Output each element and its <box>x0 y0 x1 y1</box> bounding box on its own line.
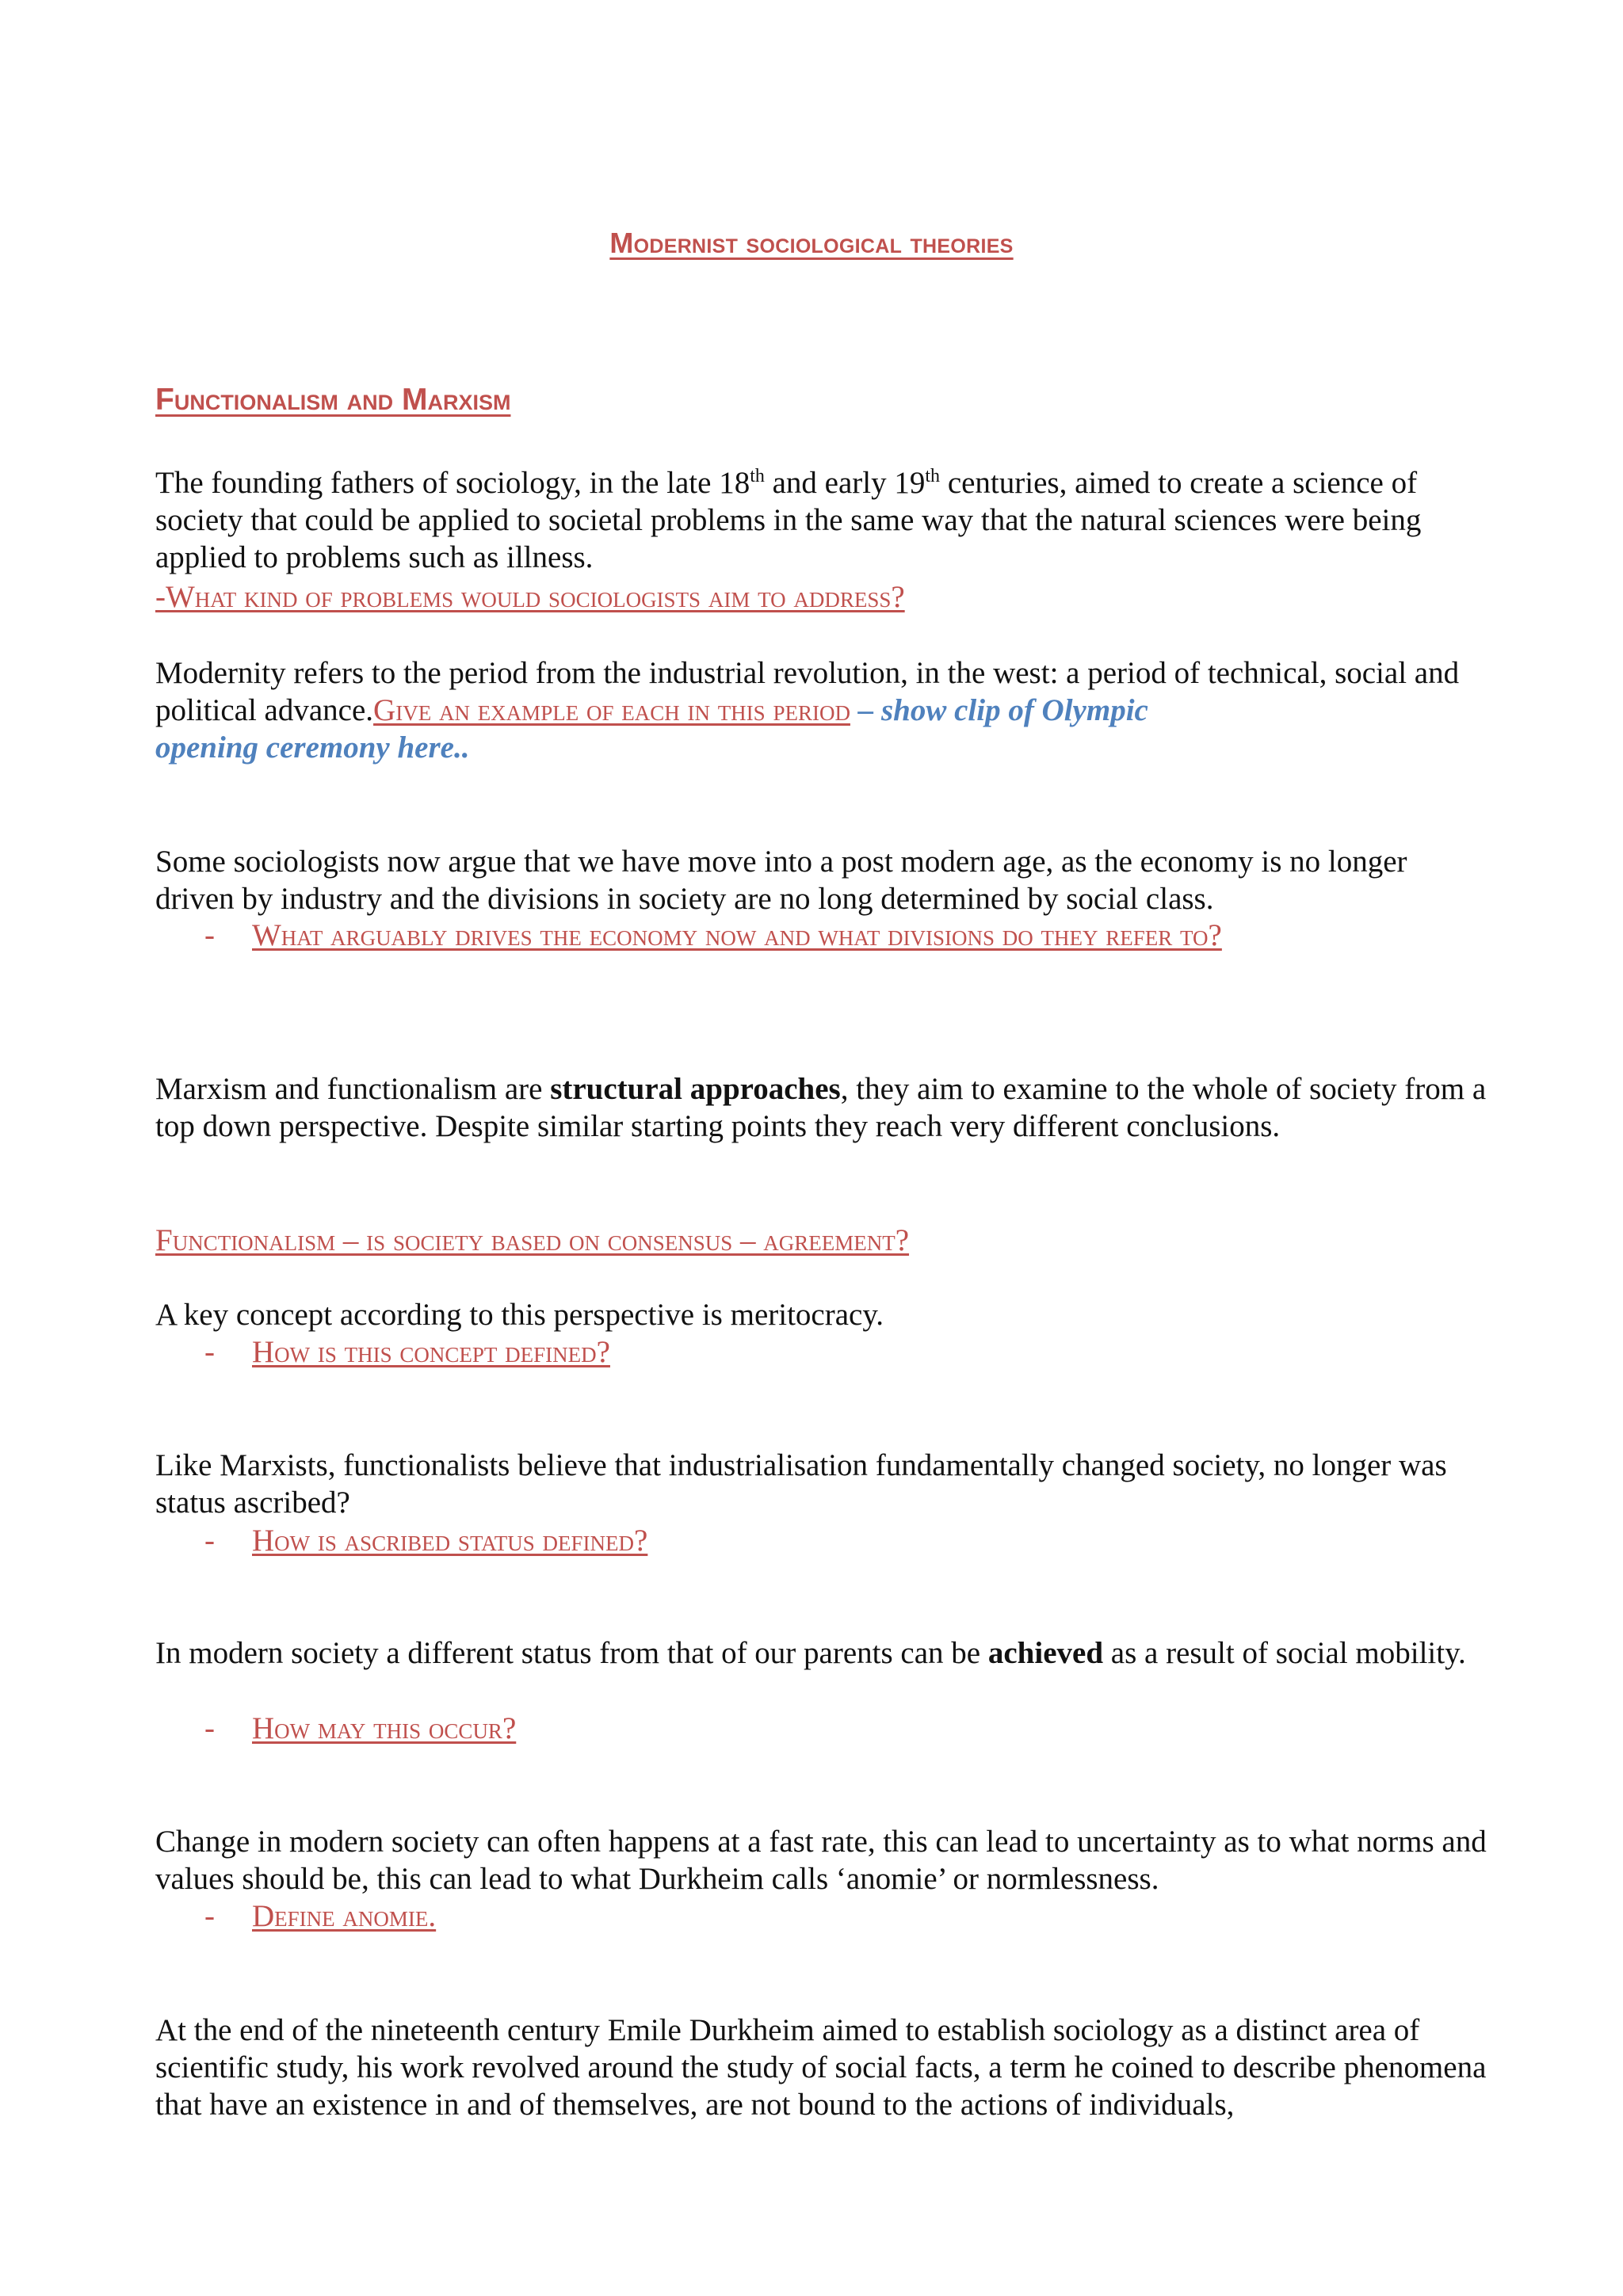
p6-text: Like Marxists, functionalists believe that industrialisation fundamentally changed society, no longer was status ascribed? <box>155 1448 1447 1520</box>
paragraph-modernity <box>155 654 1487 766</box>
teacher-note-line1: – show clip of Olympic <box>850 693 1148 727</box>
question-functionalism-consensus: Functionalism – is society based on consensus – agreement? <box>155 1223 910 1257</box>
paragraph-post-modern <box>155 843 1487 917</box>
bullet-dash: - <box>204 918 215 952</box>
paragraph-achieved-status <box>155 1634 1487 1672</box>
p7-text-a: In modern society a different status from that of our parents can be <box>155 1636 988 1670</box>
p1-sup-1: th <box>750 466 765 486</box>
document-title: Modernist sociological theories <box>609 227 1014 259</box>
p2-text: Modernity refers to the period from the industrial revolution, in the west: a period of technical, social and political advance. <box>155 656 1460 727</box>
p9-text: At the end of the nineteenth century Emile Durkheim aimed to establish sociology as a distinct area of scientific study, his work revolved around the study of social facts, a term he coined to describe phenomena that have an existence in and of themselves, are not bound to the actions of individuals, <box>155 2013 1487 2122</box>
p1-sup-2: th <box>925 466 941 486</box>
paragraph-industrialisation <box>155 1447 1487 1521</box>
question-economy-divisions: What arguably drives the economy now and what divisions do they refer to? <box>252 918 1222 952</box>
question-how-occur: How may this occur? <box>252 1711 517 1745</box>
p1-text-b: and early 19 <box>764 466 926 500</box>
question-ascribed-status: How is ascribed status defined? <box>252 1524 648 1558</box>
bullet-dash: - <box>204 1335 215 1369</box>
question-sociologist-problems: -What kind of problems would sociologists aim to address? <box>155 580 905 614</box>
p7-bold: achieved <box>987 1636 1104 1670</box>
p4-bold: structural approaches <box>550 1072 841 1106</box>
p1-text-c: centuries, aimed to create a science of society that could be applied to societal problems in the same way that the natural sciences were being applied to problems such as illness. <box>155 466 1422 574</box>
p7-text-b: as a result of social mobility. <box>1103 1636 1466 1670</box>
section-heading: Functionalism and Marxism <box>155 383 511 417</box>
bullet-dash: - <box>204 1899 215 1933</box>
paragraph-anomie <box>155 1823 1487 1897</box>
p3-text: Some sociologists now argue that we have move into a post modern age, as the economy is no longer driven by industry and the divisions in society are no long determined by social class. <box>155 845 1407 916</box>
p4-text-b: , they aim to examine to the whole of society from a top down perspective. Despite similar starting points they reach very different conclusions. <box>155 1072 1487 1143</box>
bullet-dash: - <box>204 1524 215 1558</box>
p1-text-a: The founding fathers of sociology, in the late 18 <box>155 466 750 500</box>
paragraph-structural-approaches <box>155 1070 1487 1145</box>
teacher-note-line2: opening ceremony here.. <box>155 730 470 765</box>
question-concept-defined: How is this concept defined? <box>252 1335 610 1369</box>
paragraph-durkheim <box>155 2012 1487 2123</box>
paragraph-meritocracy <box>155 1296 1487 1333</box>
bullet-dash: - <box>204 1711 215 1745</box>
p8-text: Change in modern society can often happens at a fast rate, this can lead to uncertainty as to what norms and values should be, this can lead to what Durkheim calls ‘anomie’ or normlessness. <box>155 1825 1487 1896</box>
p5-text: A key concept according to this perspective is meritocracy. <box>155 1298 884 1332</box>
question-example-period: Give an example of each in this period <box>373 693 850 727</box>
paragraph-founding-fathers <box>155 464 1487 576</box>
p4-text-a: Marxism and functionalism are <box>155 1072 551 1106</box>
question-define-anomie: Define anomie. <box>252 1899 437 1933</box>
